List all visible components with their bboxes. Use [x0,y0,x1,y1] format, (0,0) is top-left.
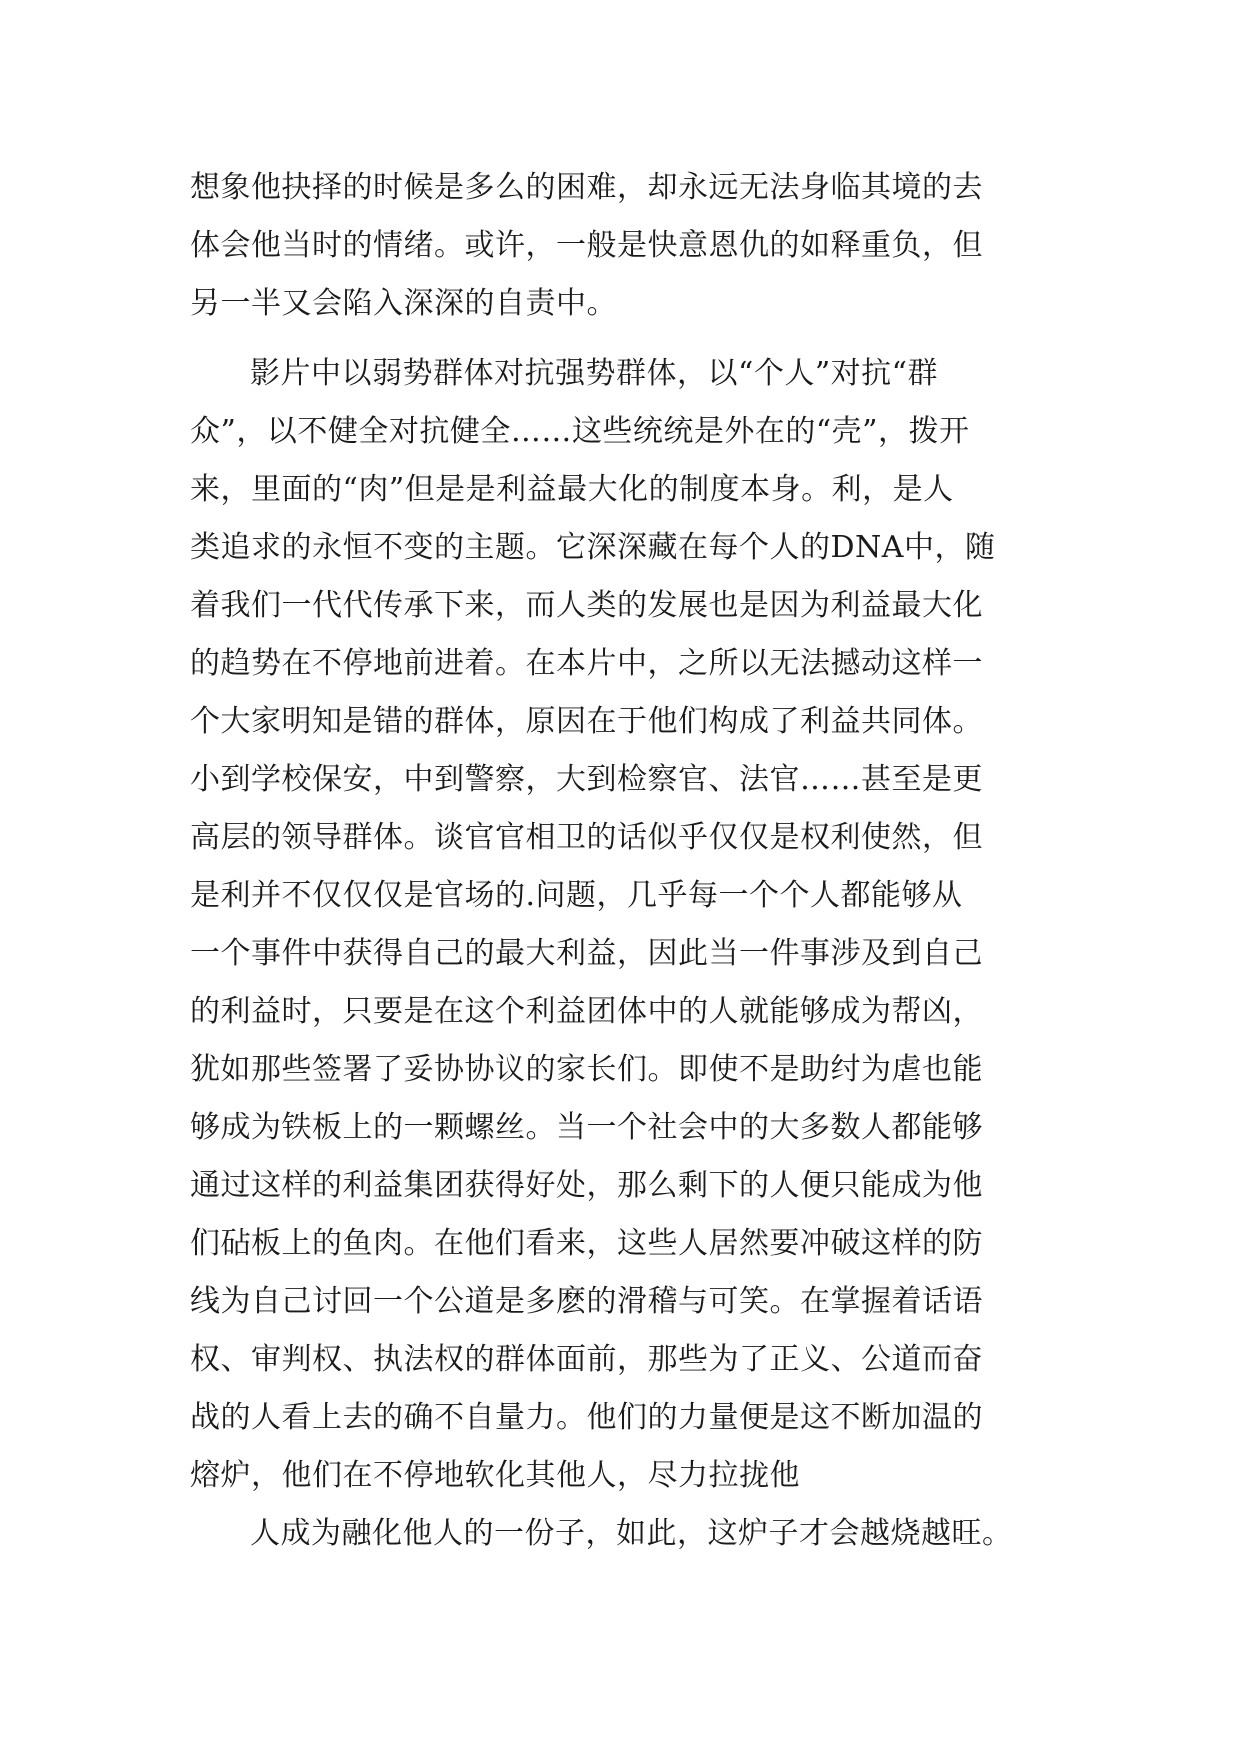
text-line: 线为自己讨回一个公道是多麽的滑稽与可笑。在掌握着话语 [190,1284,983,1319]
paragraph [190,1505,1070,1563]
text-line: 通过这样的利益集团获得好处，那么剩下的人便只能成为他 [190,1168,983,1203]
text-line: 体会他当时的情绪。或许，一般是快意恩仇的如释重负，但 [190,228,983,263]
text-line: 小到学校保安，中到警察，大到检察官、法官……甚至是更 [190,762,983,797]
text-line: 是利并不仅仅仅是官场的.问题，几乎每一个个人都能够从 [190,878,963,913]
text-line: 众”，以不健全对抗健全……这些统统是外在的“壳”，拨开 [190,414,970,449]
body-text [190,159,1070,1563]
text-line: 人成为融化他人的一份子，如此，这炉子才会越烧越旺。 [250,1516,1013,1551]
text-line: 影片中以弱势群体对抗强势群体，以“个人”对抗“群 [250,356,939,391]
text-line: 另一半又会陷入深深的自责中。 [190,286,617,321]
text-line: 想象他抉择的时候是多么的困难，却永远无法身临其境的去 [190,170,983,205]
text-line: 熔炉，他们在不停地软化其他人，尽力拉拢他 [190,1458,800,1493]
text-line: 犹如那些签署了妥协协议的家长们。即使不是助纣为虐也能 [190,1052,983,1087]
text-line: 权、审判权、执法权的群体面前，那些为了正义、公道而奋 [190,1342,983,1377]
text-line: 的趋势在不停地前进着。在本片中，之所以无法撼动这样一 [190,646,983,681]
text-line: 够成为铁板上的一颗螺丝。当一个社会中的大多数人都能够 [190,1110,983,1145]
text-line: 一个事件中获得自己的最大利益，因此当一件事涉及到自己 [190,936,983,971]
text-line: 着我们一代代传承下来，而人类的发展也是因为利益最大化 [190,588,983,623]
text-line: 个大家明知是错的群体，原因在于他们构成了利益共同体。 [190,704,983,739]
text-line: 们砧板上的鱼肉。在他们看来，这些人居然要冲破这样的防 [190,1226,983,1261]
text-line: 来，里面的“肉”但是是利益最大化的制度本身。利，是人 [190,472,954,507]
text-line: 高层的领导群体。谈官官相卫的话似乎仅仅是权利使然，但 [190,820,983,855]
paragraph [190,345,1070,1505]
paragraph [190,159,1070,333]
text-line: 的利益时，只要是在这个利益团体中的人就能够成为帮凶， [190,994,983,1029]
text-line: 战的人看上去的确不自量力。他们的力量便是这不断加温的 [190,1400,983,1435]
text-line: 类追求的永恒不变的主题。它深深藏在每个人的DNA中，随 [190,530,996,565]
